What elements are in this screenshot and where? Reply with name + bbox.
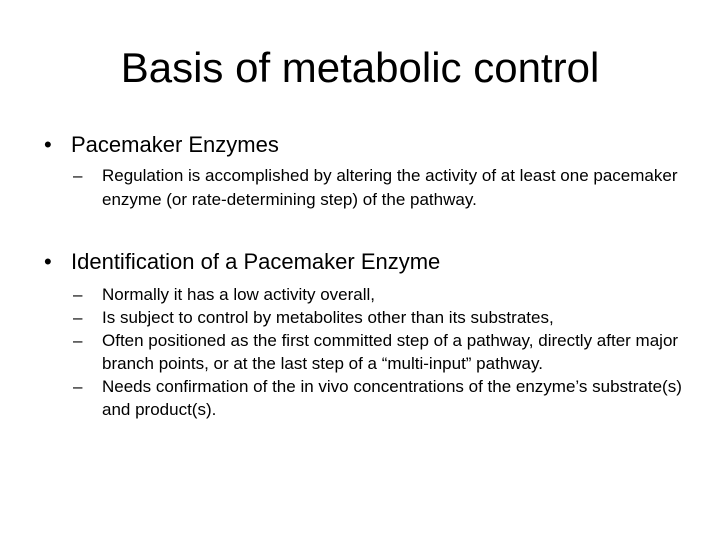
sub-bullet-text: Is subject to control by metabolites other than its substrates, <box>102 308 554 327</box>
bullet-heading: Identification of a Pacemaker Enzyme <box>71 249 441 274</box>
sub-bullet-item <box>44 283 682 306</box>
sub-bullet-item <box>44 306 682 329</box>
sub-bullet-text: Normally it has a low activity overall, <box>102 285 376 304</box>
sub-bullet-text: Needs confirmation of the in vivo concentrations of the enzyme’s substrate(s) and product(s). <box>102 377 682 419</box>
bullet-heading: Pacemaker Enzymes <box>71 132 279 157</box>
slide-title: Basis of metabolic control <box>120 44 600 91</box>
sub-bullet-item <box>44 329 682 375</box>
section-pacemaker-enzymes <box>44 130 684 212</box>
sub-bullet-text: Regulation is accomplished by altering the activity of at least one pacemaker enzyme (or rate-determining step) of the pathway. <box>102 166 678 209</box>
bullet-item-pacemaker-enzymes <box>44 130 684 160</box>
sub-bullet-item <box>44 164 682 212</box>
dash-glyph: – <box>73 166 83 185</box>
sub-bullet-list <box>44 283 684 421</box>
section-identification <box>44 247 684 421</box>
dash-glyph: – <box>73 285 83 304</box>
bullet-item-identification <box>44 247 684 277</box>
dash-glyph: – <box>73 308 83 327</box>
bullet-glyph: • <box>44 132 52 157</box>
bullet-glyph: • <box>44 249 52 274</box>
sub-bullet-text: Often positioned as the first committed step of a pathway, directly after major branch points, or at the last step of a “multi-input” pathway. <box>102 331 679 373</box>
dash-glyph: – <box>73 377 83 396</box>
dash-glyph: – <box>73 331 83 350</box>
sub-bullet-item <box>44 375 682 421</box>
sub-bullet-list <box>44 164 684 212</box>
